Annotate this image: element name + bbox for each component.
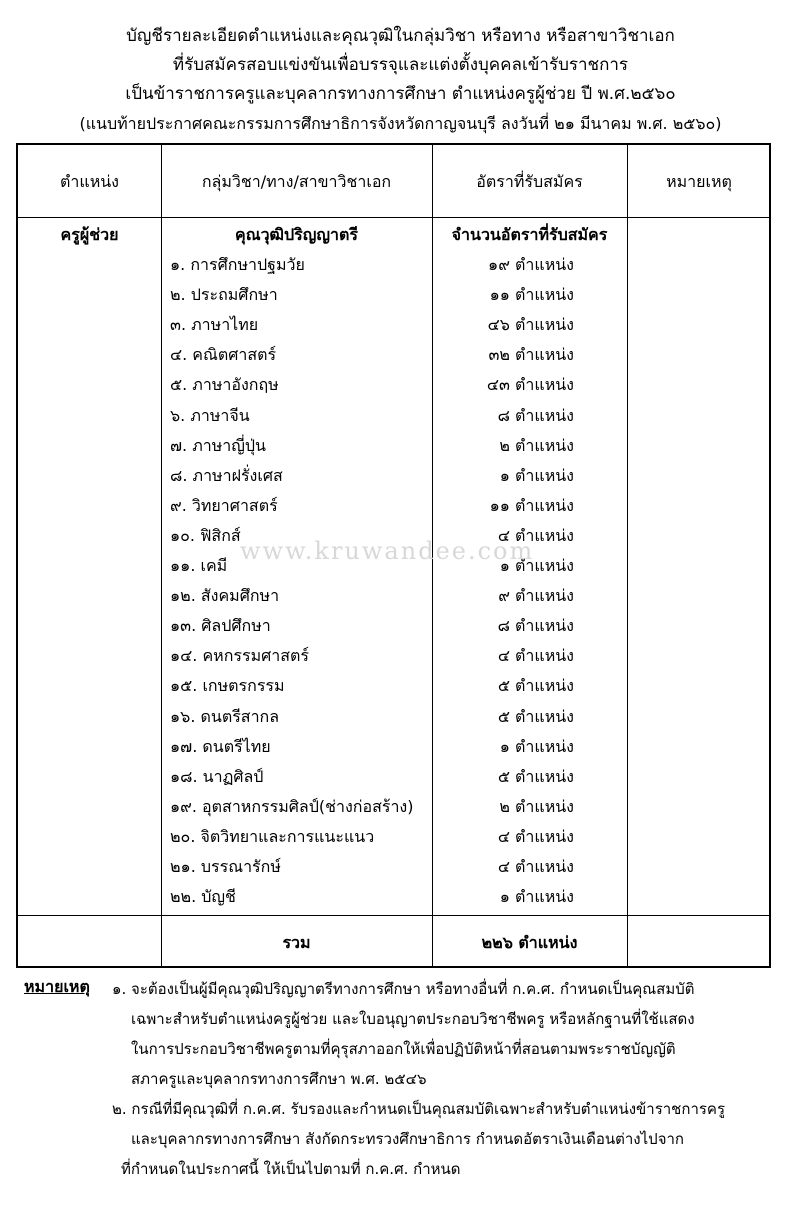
subject-count: ๒ ตำแหน่ง [499, 797, 574, 816]
document-title [0, 22, 801, 138]
subject-count: ๕ ตำแหน่ง [497, 676, 574, 695]
subject-name: ๑๒. สังคมศึกษา [170, 586, 280, 605]
subject-count: ๑ ตำแหน่ง [499, 556, 574, 575]
header-subject: กลุ่มวิชา/ทาง/สาขาวิชาเอก [201, 171, 392, 191]
subject-count: ๙ ตำแหน่ง [498, 586, 574, 605]
remark-line: ๒. กรณีที่มีคุณวุฒิที่ ก.ค.ศ. รับรองและกำหนดเป็นคุณสมบัติเฉพาะสำหรับตำแหน่งข้าราชการครู [112, 1100, 726, 1118]
subject-count: ๒ ตำแหน่ง [499, 436, 574, 455]
subject-name: ๑๓. ศิลปศึกษา [170, 616, 271, 635]
subject-name: ๗. ภาษาญี่ปุ่น [170, 436, 266, 455]
column-divider [161, 145, 162, 966]
subject-name: ๕. ภาษาอังกฤษ [170, 375, 279, 394]
total-divider [18, 915, 769, 916]
header-position: ตำแหน่ง [60, 171, 119, 191]
total-label: รวม [282, 933, 311, 952]
subject-name: ๙. วิทยาศาสตร์ [170, 496, 278, 515]
position-name: ครูผู้ช่วย [60, 225, 119, 244]
remark-line: ๑. จะต้องเป็นผู้มีคุณวุฒิปริญญาตรีทางการศึกษา หรือทางอื่นที่ ก.ค.ศ. กำหนดเป็นคุณสมบัติ [112, 980, 695, 998]
subject-name: ๑๕. เกษตรกรรม [170, 676, 285, 695]
subject-count: ๓๒ ตำแหน่ง [488, 345, 574, 364]
subject-count: ๘ ตำแหน่ง [497, 406, 574, 425]
subject-name: ๑๖. ดนตรีสากล [170, 707, 280, 726]
watermark: www.kruwandee.com [240, 537, 535, 565]
subject-count: ๕ ตำแหน่ง [497, 767, 574, 786]
remark-line: และบุคลากรทางการศึกษา สังกัดกระทรวงศึกษาธิการ กำหนดอัตราเงินเดือนต่างไปจาก [131, 1130, 684, 1148]
subject-count: ๑๙ ตำแหน่ง [488, 255, 574, 274]
column-divider [627, 145, 628, 966]
subject-count: ๑๑ ตำแหน่ง [489, 496, 574, 515]
subject-heading: คุณวุฒิปริญญาตรี [235, 225, 358, 244]
subject-count: ๔ ตำแหน่ง [497, 827, 574, 846]
title-line-2: ที่รับสมัครสอบแข่งขันเพื่อบรรจุและแต่งตั้งบุคคลเข้ารับราชการ [172, 55, 629, 75]
title-line-4: (แนบท้ายประกาศคณะกรรมการศึกษาธิการจังหวัดกาญจนบุรี ลงวันที่ ๒๑ มีนาคม พ.ศ. ๒๕๖๐) [79, 114, 722, 133]
subject-name: ๒. ประถมศึกษา [170, 285, 278, 304]
remark-line: ในการประกอบวิชาชีพครูตามที่คุรุสภาออกให้เพื่อปฏิบัติหน้าที่สอนตามพระราชบัญญัติ [131, 1040, 676, 1058]
subject-count: ๔ ตำแหน่ง [497, 857, 574, 876]
subject-name: ๑๗. ดนตรีไทย [170, 737, 271, 756]
subject-name: ๑๐. ฟิสิกส์ [170, 526, 241, 545]
total-value: ๒๒๖ ตำแหน่ง [481, 933, 578, 952]
subject-name: ๑๔. คหกรรมศาสตร์ [170, 646, 309, 665]
subject-name: ๒๐. จิตวิทยาและการแนะแนว [170, 827, 375, 846]
title-line-1: บัญชีรายละเอียดตำแหน่งและคุณวุฒิในกลุ่มวิชา หรือทาง หรือสาขาวิชาเอก [126, 26, 675, 46]
subject-count: ๔๓ ตำแหน่ง [486, 375, 574, 394]
subject-count: ๑๑ ตำแหน่ง [489, 285, 574, 304]
remark-line: ที่กำหนดในประกาศนี้ ให้เป็นไปตามที่ ก.ค.ศ. กำหนด [121, 1160, 461, 1178]
subject-name: ๖. ภาษาจีน [170, 406, 250, 425]
subject-name: ๓. ภาษาไทย [170, 315, 259, 334]
subject-name: ๒๒. บัญชี [170, 887, 236, 906]
subject-name: ๑๑. เคมี [170, 556, 228, 575]
subject-name: ๑. การศึกษาปฐมวัย [170, 255, 305, 274]
subject-count: ๕ ตำแหน่ง [497, 707, 574, 726]
header-note: หมายเหตุ [666, 171, 732, 191]
subject-name: ๒๑. บรรณารักษ์ [170, 857, 281, 876]
subject-count: ๑ ตำแหน่ง [499, 737, 574, 756]
subject-count: ๔ ตำแหน่ง [497, 526, 574, 545]
subject-count: ๑ ตำแหน่ง [499, 466, 574, 485]
subject-name: ๑๙. อุตสาหกรรมศิลป์(ช่างก่อสร้าง) [170, 797, 414, 816]
rate-heading: จำนวนอัตราที่รับสมัคร [451, 225, 608, 244]
title-line-3: เป็นข้าราชการครูและบุคลากรทางการศึกษา ตำแหน่งครูผู้ช่วย ปี พ.ศ.๒๕๖๐ [125, 84, 676, 104]
subject-name: ๑๘. นาฏศิลป์ [170, 767, 264, 786]
subject-count: ๑ ตำแหน่ง [499, 887, 574, 906]
subject-name: ๔. คณิตศาสตร์ [170, 345, 277, 364]
subject-count: ๔๖ ตำแหน่ง [487, 315, 574, 334]
header-rate: อัตราที่รับสมัคร [476, 171, 583, 191]
remark-line: สภาครูและบุคลากรทางการศึกษา พ.ศ. ๒๕๔๖ [131, 1070, 427, 1088]
remark-line: เฉพาะสำหรับตำแหน่งครูผู้ช่วย และใบอนุญาตประกอบวิชาชีพครู หรือหลักฐานที่ใช้แสดง [131, 1010, 695, 1028]
subject-name: ๘. ภาษาฝรั่งเศส [170, 466, 283, 485]
subject-count: ๘ ตำแหน่ง [497, 616, 574, 635]
subject-count: ๔ ตำแหน่ง [497, 646, 574, 665]
remarks-label: หมายเหตุ [24, 977, 90, 996]
